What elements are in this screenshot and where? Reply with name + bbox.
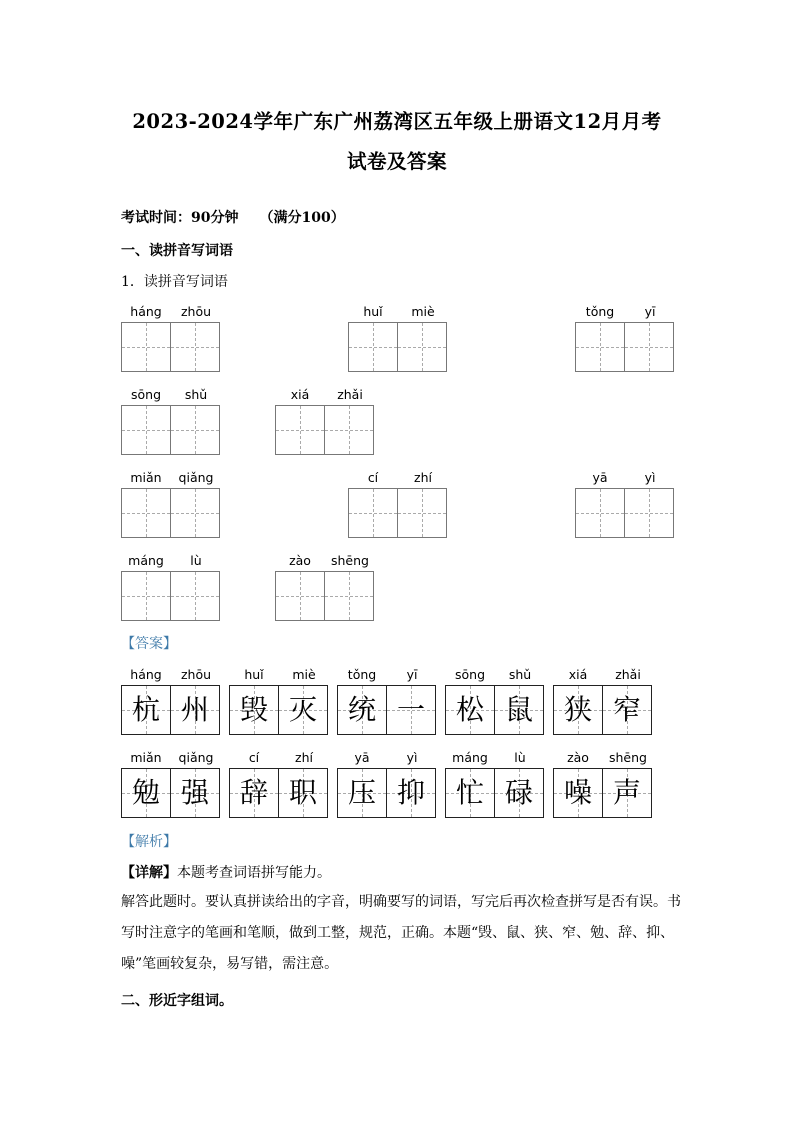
answer-char: 州 <box>180 693 209 726</box>
answer-box <box>554 769 603 818</box>
answer-box <box>122 686 171 735</box>
answer-box <box>279 769 328 818</box>
answer-char: 窄 <box>612 693 641 726</box>
writing-box[interactable] <box>122 489 171 538</box>
pinyin: xiá <box>290 387 310 402</box>
pinyin: yì <box>644 470 656 485</box>
pinyin: háng <box>130 667 162 682</box>
pinyin: zhí <box>295 750 313 765</box>
pinyin: tǒng <box>347 667 377 682</box>
pinyin: yā <box>592 470 608 485</box>
answer-char: 狭 <box>563 693 592 726</box>
answer-box <box>171 769 220 818</box>
pinyin: yī <box>644 304 656 319</box>
answer-char: 辞 <box>239 776 268 809</box>
writing-box[interactable] <box>325 406 374 455</box>
pinyin: zào <box>289 553 311 568</box>
pinyin: miǎn <box>130 470 162 485</box>
pinyin: zhōu <box>180 304 212 319</box>
writing-box[interactable] <box>398 489 447 538</box>
writing-box[interactable] <box>122 406 171 455</box>
question-1: 1．读拼音写词语 <box>121 274 228 290</box>
answer-char: 毁 <box>239 693 268 726</box>
answer-char: 声 <box>612 776 641 809</box>
pinyin: máng <box>128 553 164 568</box>
answer-box <box>279 686 328 735</box>
pinyin: miè <box>292 667 316 682</box>
writing-box[interactable] <box>576 323 625 372</box>
pinyin: miè <box>411 304 435 319</box>
pinyin: shǔ <box>508 667 532 682</box>
answer-box <box>338 686 387 735</box>
answer-char: 压 <box>347 776 376 809</box>
answer-box <box>387 686 436 735</box>
analysis-paragraph: 解答此题时。要认真拼读给出的字音，明确要写的词语，写完后再次检查拼写是否有误。书写时注意字的笔画和笔顺，做到工整，规范，正确。本题“毁、鼠、狭、窄、勉、辞、抑、噪”笔画较复杂，易写错，需注意。 <box>121 894 681 972</box>
title-line-2: 试卷及答案 <box>346 150 447 173</box>
title-line-1: 2023-2024学年广东广州荔湾区五年级上册语文12月月考 <box>132 110 662 133</box>
answer-box <box>603 686 652 735</box>
pinyin: máng <box>452 750 488 765</box>
pinyin: zhōu <box>180 667 212 682</box>
pinyin: yì <box>406 750 418 765</box>
pinyin: zhǎi <box>337 387 363 402</box>
answer-char: 强 <box>180 776 209 809</box>
answer-box <box>171 686 220 735</box>
answer-box <box>495 769 544 818</box>
pinyin: shǔ <box>184 387 208 402</box>
pinyin: lù <box>190 553 202 568</box>
pinyin: zhí <box>414 470 432 485</box>
answer-label: 【答案】 <box>121 636 177 652</box>
answer-char: 噪 <box>563 776 592 809</box>
writing-box[interactable] <box>349 323 398 372</box>
pinyin: shēng <box>331 553 369 568</box>
answer-char: 勉 <box>131 776 160 809</box>
pinyin: tǒng <box>585 304 615 319</box>
detail-line <box>121 862 331 882</box>
answer-box <box>554 686 603 735</box>
analysis-label: 【解析】 <box>121 834 177 850</box>
pinyin: miǎn <box>130 750 162 765</box>
pinyin: lù <box>514 750 526 765</box>
answer-char: 鼠 <box>504 693 533 726</box>
answer-box <box>230 686 279 735</box>
answer-char: 碌 <box>504 776 533 809</box>
pinyin: sōng <box>130 387 162 402</box>
answer-char: 抑 <box>396 776 425 809</box>
writing-box[interactable] <box>171 572 220 621</box>
detail-text: 本题考查词语拼写能力。 <box>177 865 331 881</box>
writing-box[interactable] <box>276 406 325 455</box>
writing-box[interactable] <box>398 323 447 372</box>
answer-box <box>495 686 544 735</box>
answer-box <box>446 686 495 735</box>
answer-char: 灭 <box>288 693 317 726</box>
pinyin: háng <box>130 304 162 319</box>
answer-box <box>603 769 652 818</box>
pinyin: cí <box>248 750 260 765</box>
pinyin: huǐ <box>363 304 383 319</box>
writing-box[interactable] <box>625 323 674 372</box>
writing-box[interactable] <box>276 572 325 621</box>
answer-char: 松 <box>455 693 484 726</box>
pinyin: xiá <box>568 667 588 682</box>
answer-char: 杭 <box>131 693 160 726</box>
answer-box <box>387 769 436 818</box>
writing-box[interactable] <box>122 323 171 372</box>
writing-box[interactable] <box>122 572 171 621</box>
answer-char: 忙 <box>455 776 484 809</box>
answer-box <box>230 769 279 818</box>
writing-box[interactable] <box>171 489 220 538</box>
pinyin: cí <box>367 470 379 485</box>
answer-box <box>122 769 171 818</box>
answer-box <box>446 769 495 818</box>
writing-box[interactable] <box>325 572 374 621</box>
pinyin: zhǎi <box>615 667 641 682</box>
pinyin: huǐ <box>244 667 264 682</box>
answer-box <box>338 769 387 818</box>
pinyin: sōng <box>454 667 486 682</box>
answer-char: 一 <box>396 693 425 726</box>
writing-box[interactable] <box>171 406 220 455</box>
pinyin: shēng <box>609 750 647 765</box>
writing-box[interactable] <box>576 489 625 538</box>
section-2-heading: 二、形近字组词。 <box>121 993 233 1009</box>
pinyin: qiǎng <box>178 750 214 765</box>
pinyin: zào <box>567 750 589 765</box>
section-1-heading: 一、读拼音写词语 <box>121 243 233 259</box>
answer-char: 职 <box>288 776 317 809</box>
pinyin: yā <box>354 750 370 765</box>
writing-box[interactable] <box>171 323 220 372</box>
writing-box[interactable] <box>349 489 398 538</box>
writing-box[interactable] <box>625 489 674 538</box>
pinyin: qiǎng <box>178 470 214 485</box>
pinyin: yī <box>406 667 418 682</box>
answer-char: 统 <box>347 693 376 726</box>
detail-label: 【详解】 <box>121 865 177 881</box>
exam-info: 考试时间：90分钟 （满分100） <box>121 210 345 226</box>
